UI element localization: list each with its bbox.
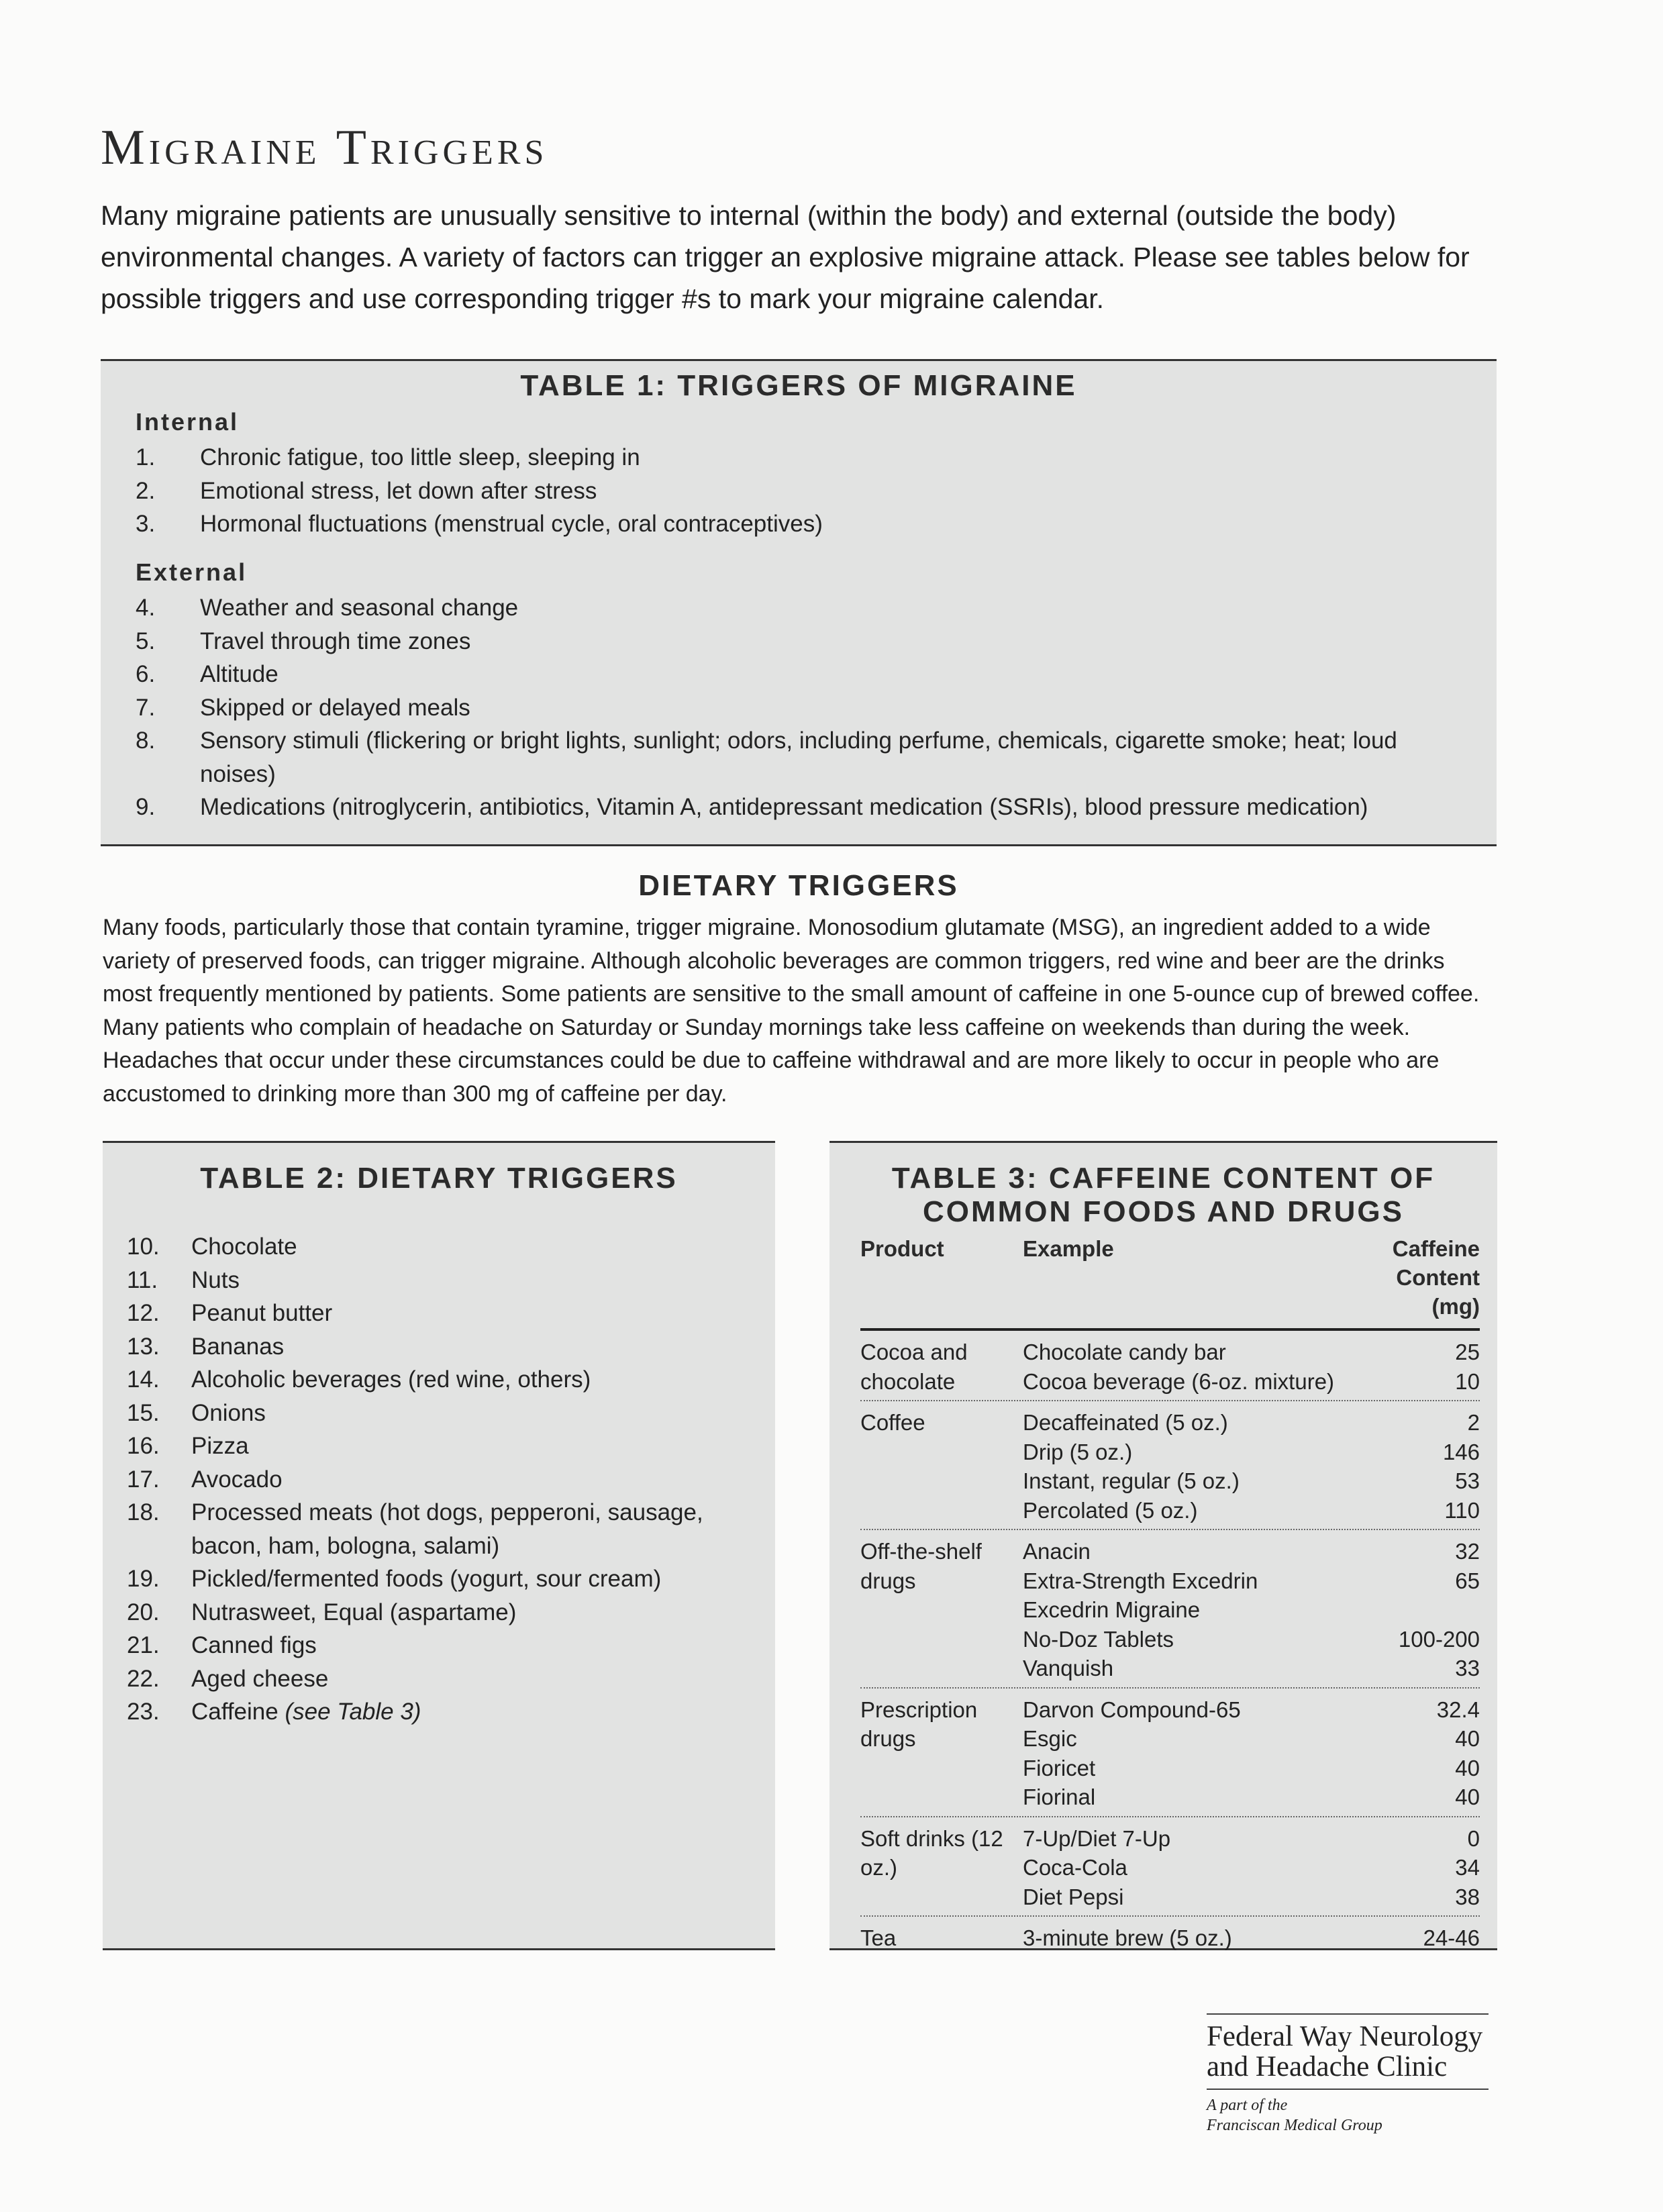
caffeine-value-cell: 65 [1455, 1568, 1480, 1593]
caffeine-value-cell: 40 [1455, 1755, 1480, 1780]
dietary-triggers-paragraph: Many foods, particularly those that contain tyramine, trigger migraine. Monosodium glutamate (MSG), an ingredient added to a wide variety of preserved foods, can trigger migraine. Although alcoholic beverages are common triggers, red wine and beer are the drinks most frequently mentioned by patients. Some patients are sensitive to the small amount of caffeine in one 5-ounce cup of brewed coffee. Many patients who complain of headache on Saturday or Sunday mornings take less caffeine on weekends than during the week. Headaches that occur under these circumstances could be due to caffeine withdrawal and are more likely to occur in people who are accustomed to drinking more than 300 mg of caffeine per day. [103, 915, 1480, 1107]
column-header-product: Product [860, 1236, 944, 1261]
table-row [860, 1438, 1480, 1467]
table-row [860, 1496, 1480, 1525]
trigger-item [127, 1264, 758, 1297]
example-cell: Fioricet [1023, 1755, 1096, 1780]
caffeine-value-cell: 40 [1455, 1726, 1480, 1751]
table-row [860, 1654, 1480, 1683]
caffeine-group [860, 1408, 1480, 1530]
column-header-example: Example [1023, 1236, 1114, 1261]
page-title: Migraine Triggers [101, 120, 548, 175]
trigger-text: Onions [191, 1399, 266, 1426]
trigger-item [136, 658, 1471, 691]
example-cell: Diet Pepsi [1023, 1884, 1124, 1909]
trigger-item [127, 1496, 758, 1562]
table-row [860, 1566, 1480, 1596]
caffeine-value-cell: 34 [1455, 1855, 1480, 1880]
caffeine-value-cell: 40 [1455, 1784, 1480, 1809]
trigger-text: Aged cheese [191, 1665, 329, 1692]
table-1-heading: TABLE 1: TRIGGERS OF MIGRAINE [520, 369, 1077, 402]
trigger-text: Chronic fatigue, too little sleep, sleeping in [200, 444, 640, 470]
trigger-number: 12. [127, 1300, 160, 1326]
table-row [860, 1367, 1480, 1397]
table-row [860, 1853, 1480, 1882]
trigger-item [136, 724, 1471, 791]
trigger-number: 20. [127, 1599, 160, 1625]
table-row [860, 1537, 1480, 1566]
intro-paragraph: Many migraine patients are unusually sensitive to internal (within the body) and external (outside the body) environmental changes. A variety of factors can trigger an explosive migraine attack. Please see tables below for possible triggers and use corresponding trigger #s to mark your migraine calendar. [101, 200, 1470, 314]
trigger-number: 10. [127, 1234, 160, 1260]
trigger-item [127, 1695, 758, 1729]
trigger-number: 4. [136, 595, 156, 621]
table-3-column-headers [860, 1234, 1480, 1331]
trigger-item [127, 1463, 758, 1497]
clinic-affiliation-line-2: Franciscan Medical Group [1207, 2117, 1382, 2134]
caffeine-value-cell: 100-200 [1398, 1626, 1480, 1652]
example-cell: Cocoa beverage (6-oz. mixture) [1023, 1368, 1335, 1394]
caffeine-group [860, 1824, 1480, 1917]
trigger-item [136, 474, 1471, 508]
caffeine-group [860, 1338, 1480, 1401]
clinic-rule-bottom [1207, 2089, 1489, 2090]
trigger-text: Alcoholic beverages (red wine, others) [191, 1366, 591, 1393]
example-cell: Fiorinal [1023, 1784, 1096, 1809]
trigger-number: 11. [127, 1266, 158, 1293]
trigger-text: Sensory stimuli (flickering or bright lights, sunlight; odors, including perfume, chemicals, cigarette smoke; heat; loud noises) [200, 727, 1397, 787]
table-row [860, 1338, 1480, 1367]
caffeine-value-cell: 53 [1455, 1468, 1480, 1493]
table-row [860, 1782, 1480, 1812]
trigger-text: Caffeine [191, 1699, 279, 1725]
table-row [860, 1724, 1480, 1754]
example-cell: Extra-Strength Excedrin [1023, 1568, 1258, 1593]
example-cell: Darvon Compound-65 [1023, 1697, 1241, 1722]
trigger-number: 3. [136, 511, 156, 537]
table-row [860, 1824, 1480, 1854]
trigger-item [127, 1562, 758, 1596]
table-3-heading-line-2: COMMON FOODS AND DRUGS [922, 1195, 1405, 1228]
caffeine-group [860, 1537, 1480, 1689]
external-trigger-list [136, 591, 1471, 824]
trigger-number: 7. [136, 694, 156, 721]
trigger-text: Nuts [191, 1266, 240, 1293]
trigger-number: 22. [127, 1665, 160, 1692]
trigger-item [127, 1397, 758, 1430]
clinic-name [1207, 2021, 1482, 2082]
table-1-triggers [101, 359, 1497, 846]
caffeine-group [860, 1923, 1480, 1957]
caffeine-value-cell: 110 [1444, 1497, 1480, 1523]
trigger-note: (see Table 3) [285, 1699, 421, 1725]
trigger-number: 21. [127, 1632, 160, 1658]
trigger-item [127, 1363, 758, 1397]
trigger-number: 5. [136, 627, 156, 654]
table-row [860, 1695, 1480, 1725]
trigger-item [136, 691, 1471, 725]
table-row [860, 1882, 1480, 1912]
trigger-text: Hormonal fluctuations (menstrual cycle, oral contraceptives) [200, 511, 823, 537]
trigger-item [136, 441, 1471, 474]
table-row [860, 1923, 1480, 1953]
table-3-heading-line-1: TABLE 3: CAFFEINE CONTENT OF [891, 1162, 1435, 1195]
trigger-item [127, 1596, 758, 1629]
product-category: Tea [860, 1925, 897, 1950]
trigger-number: 14. [127, 1366, 160, 1393]
trigger-text: Canned figs [191, 1632, 317, 1658]
trigger-item [136, 791, 1471, 824]
example-cell: Chocolate candy bar [1023, 1340, 1226, 1364]
product-category: Coffee [860, 1410, 925, 1435]
trigger-text: Chocolate [191, 1234, 297, 1260]
caffeine-value-cell: 0 [1467, 1825, 1480, 1851]
caffeine-group [860, 1695, 1480, 1817]
trigger-number: 15. [127, 1399, 160, 1426]
column-header-caffeine-content [1346, 1234, 1480, 1321]
trigger-text: Avocado [191, 1466, 283, 1493]
caffeine-value-cell: 32.4 [1436, 1697, 1480, 1722]
trigger-text: Altitude [200, 661, 279, 687]
caffeine-value-cell: 146 [1442, 1439, 1480, 1464]
trigger-item [136, 591, 1471, 625]
trigger-number: 16. [127, 1433, 160, 1459]
trigger-number: 23. [127, 1699, 160, 1725]
internal-trigger-list [136, 441, 1471, 541]
product-category: Soft drinks (12 oz.) [860, 1825, 1003, 1880]
clinic-name-line-1: Federal Way Neurology [1207, 2021, 1483, 2052]
product-category: Cocoa and chocolate [860, 1340, 968, 1394]
trigger-text: Medications (nitroglycerin, antibiotics, Vitamin A, antidepressant medication (SSRIs), blood pressure medication) [200, 794, 1368, 820]
trigger-item [127, 1230, 758, 1264]
example-cell: No-Doz Tablets [1023, 1626, 1174, 1652]
table-2-heading: TABLE 2: DIETARY TRIGGERS [200, 1162, 678, 1195]
example-cell: Instant, regular (5 oz.) [1023, 1468, 1240, 1493]
caffeine-value-cell: 24-46 [1423, 1925, 1480, 1950]
table-row [860, 1625, 1480, 1654]
example-cell: 3-minute brew (5 oz.) [1023, 1925, 1232, 1950]
trigger-number: 17. [127, 1466, 160, 1493]
trigger-text: Processed meats (hot dogs, pepperoni, sausage, bacon, ham, bologna, salami) [191, 1499, 703, 1559]
example-cell: Coca-Cola [1023, 1855, 1127, 1880]
internal-label: Internal [136, 408, 240, 436]
clinic-affiliation-line-1: A part of the [1207, 2097, 1288, 2114]
example-cell: Vanquish [1023, 1656, 1114, 1680]
trigger-number: 1. [136, 444, 156, 470]
table-row [860, 1754, 1480, 1783]
clinic-affiliation [1207, 2095, 1382, 2135]
external-label: External [136, 558, 248, 586]
trigger-text: Weather and seasonal change [200, 595, 519, 621]
dietary-triggers-heading: DIETARY TRIGGERS [638, 869, 959, 902]
table-3-body [860, 1338, 1480, 1964]
trigger-number: 8. [136, 727, 156, 754]
trigger-item [127, 1429, 758, 1463]
example-cell: Esgic [1023, 1726, 1077, 1751]
table-row [860, 1408, 1480, 1438]
table-3-caffeine-content [829, 1141, 1497, 1950]
example-cell: Decaffeinated (5 oz.) [1023, 1410, 1228, 1435]
caffeine-value-cell: 38 [1455, 1884, 1480, 1909]
trigger-text: Skipped or delayed meals [200, 694, 470, 721]
trigger-item [127, 1662, 758, 1696]
example-cell: Drip (5 oz.) [1023, 1439, 1133, 1464]
trigger-text: Emotional stress, let down after stress [200, 477, 597, 504]
trigger-item [127, 1297, 758, 1330]
trigger-item [136, 625, 1471, 658]
table-3-heading [829, 1162, 1497, 1229]
product-category: Prescription drugs [860, 1697, 978, 1751]
caffeine-value-cell: 33 [1455, 1656, 1480, 1680]
trigger-number: 2. [136, 477, 156, 504]
trigger-number: 9. [136, 794, 156, 820]
table-2-dietary-triggers [103, 1141, 775, 1950]
example-cell: Anacin [1023, 1539, 1091, 1564]
caffeine-value-cell: 2 [1467, 1410, 1480, 1435]
trigger-item [127, 1330, 758, 1364]
trigger-item [127, 1629, 758, 1662]
caffeine-value-cell: 25 [1455, 1340, 1480, 1364]
trigger-number: 18. [127, 1499, 160, 1525]
trigger-text: Peanut butter [191, 1300, 333, 1326]
example-cell: Percolated (5 oz.) [1023, 1497, 1198, 1523]
clinic-name-line-2: and Headache Clinic [1207, 2051, 1448, 2082]
trigger-text: Pizza [191, 1433, 249, 1459]
trigger-text: Travel through time zones [200, 627, 471, 654]
column-header-caffeine-line-3: (mg) [1431, 1294, 1480, 1319]
trigger-item [136, 507, 1471, 541]
caffeine-value-cell: 32 [1455, 1539, 1480, 1564]
trigger-text: Nutrasweet, Equal (aspartame) [191, 1599, 517, 1625]
table-row [860, 1595, 1480, 1625]
example-cell: Excedrin Migraine [1023, 1597, 1201, 1622]
column-header-caffeine-line-2: Content [1396, 1265, 1480, 1290]
clinic-rule-top [1207, 2013, 1489, 2015]
product-category: Off-the-shelf drugs [860, 1539, 982, 1593]
trigger-text: Bananas [191, 1333, 285, 1360]
trigger-number: 13. [127, 1333, 160, 1360]
column-header-caffeine-line-1: Caffeine [1392, 1236, 1480, 1261]
trigger-number: 6. [136, 661, 156, 687]
caffeine-value-cell: 10 [1455, 1368, 1480, 1394]
example-cell: 7-Up/Diet 7-Up [1023, 1825, 1171, 1851]
dietary-trigger-list [127, 1230, 758, 1729]
trigger-number: 19. [127, 1566, 160, 1592]
trigger-text: Pickled/fermented foods (yogurt, sour cream) [191, 1566, 662, 1592]
table-row [860, 1466, 1480, 1496]
